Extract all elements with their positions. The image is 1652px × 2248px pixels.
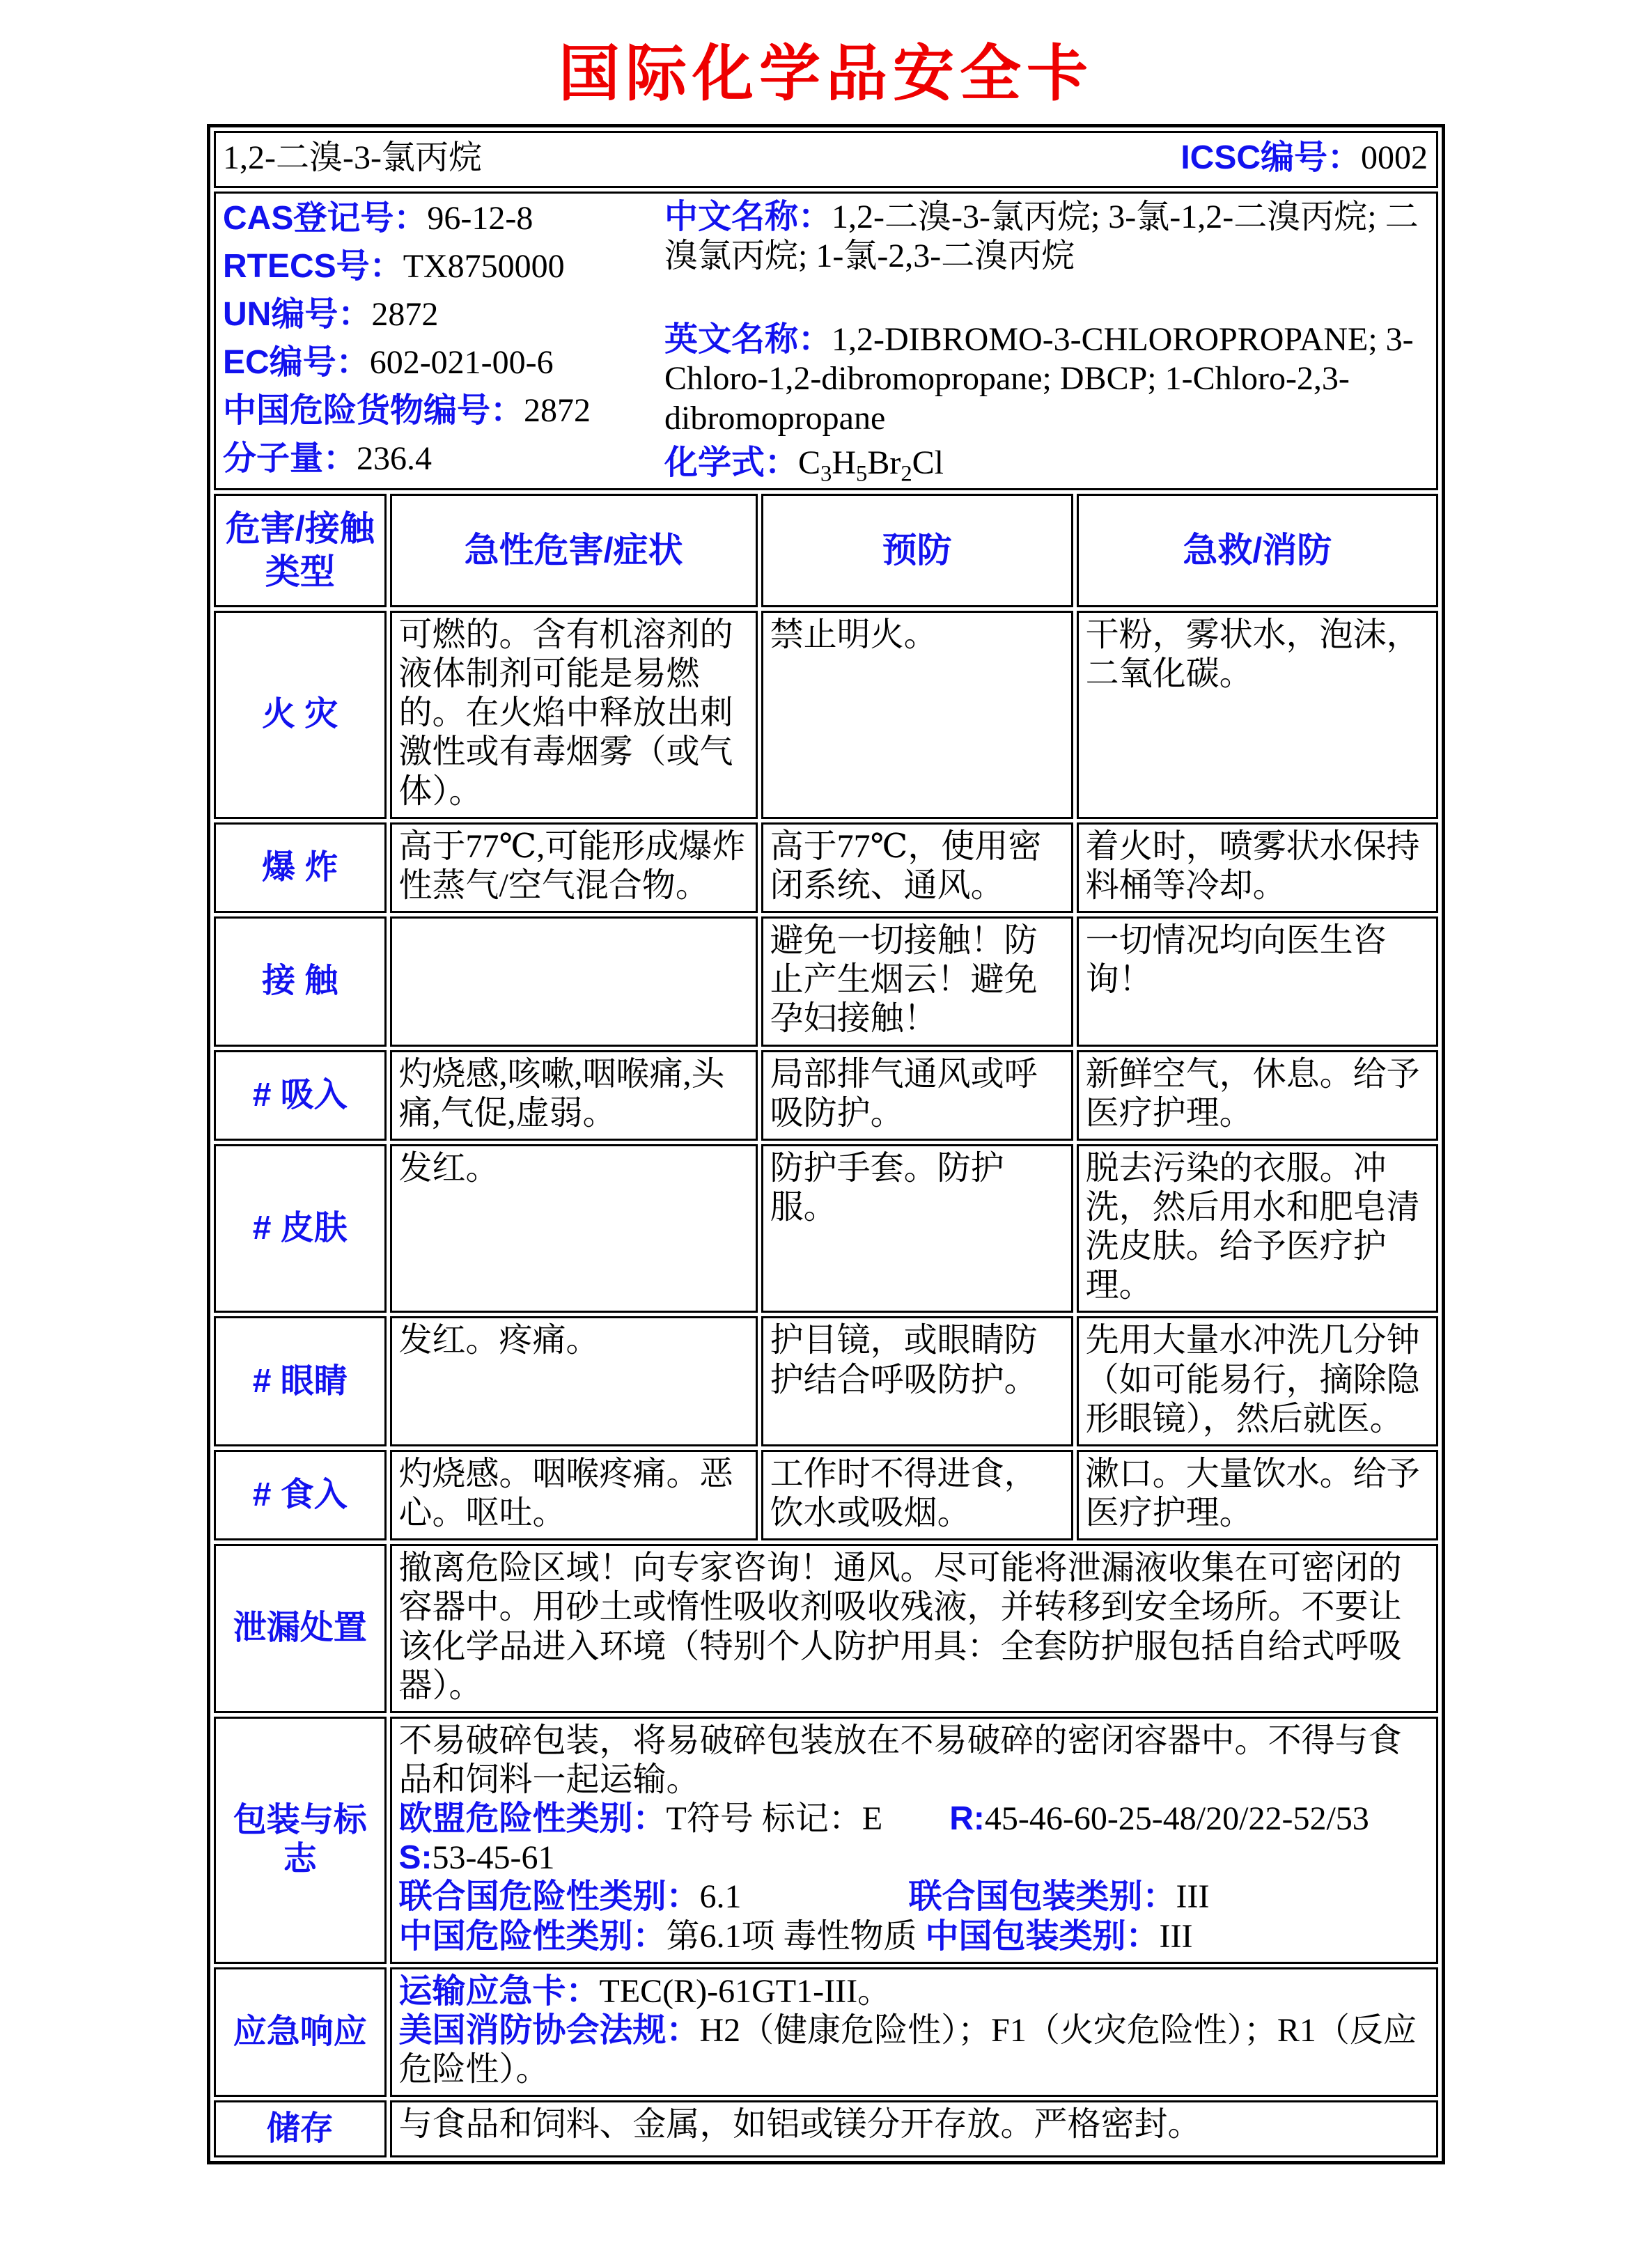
eyes-symptom: 发红。疼痛。 — [390, 1316, 758, 1446]
china-hazard-class-line: 中国危险性类别：第6.1项 毒性物质 中国包装类别：III — [398, 1917, 1193, 1955]
icsc-number-label: ICSC编号： — [1180, 139, 1361, 176]
fire-firstaid: 干粉，雾状水，泡沫，二氧化碳。 — [1077, 611, 1438, 819]
spill-disposal-label: 泄漏处置 — [214, 1544, 387, 1713]
emergency-response-content — [390, 1967, 1439, 2097]
page-title: 国际化学品安全卡 — [558, 41, 1093, 109]
explosion-prevention: 高于77℃，使用密闭系统、通风。 — [761, 822, 1073, 913]
skin-symptom: 发红。 — [390, 1144, 758, 1313]
inhalation-firstaid: 新鲜空气，休息。给予医疗护理。 — [1077, 1050, 1438, 1141]
molecular-weight: 分子量：236.4 — [223, 439, 433, 477]
table-row storage-row — [214, 2100, 1438, 2157]
emergency-response-label: 应急响应 — [214, 1967, 387, 2097]
table-row hazard-row-skin: # 皮肤 发红。 防护手套。防护服。 脱去污染的衣服。冲洗，然后用水和肥皂清洗皮肤。给予医疗护理。 — [214, 1144, 1438, 1313]
storage-label: 储存 — [214, 2100, 387, 2157]
fire-symptom: 可燃的。含有机溶剂的液体制剂可能是易燃的。在火焰中释放出刺激性或有毒烟雾（或气体）。 — [390, 611, 758, 819]
icsc-card — [207, 124, 1445, 2164]
fire-prevention: 禁止明火。 — [761, 611, 1073, 819]
ec-number: EC编号：602-021-00-6 — [223, 343, 554, 381]
un-hazard-class-line: 联合国危险性类别：6.1 联合国包装类别：III — [398, 1878, 1210, 1916]
header-acute-hazards: 急性危害/症状 — [390, 494, 758, 607]
explosion-symptom: 高于77℃,可能形成爆炸性蒸气/空气混合物。 — [390, 822, 758, 913]
inhalation-prevention: 局部排气通风或呼吸防护。 — [761, 1050, 1073, 1141]
substance-name: 1,2-二溴-3-氯丙烷 — [223, 139, 482, 176]
eu-hazard-class-line: 欧盟危险性类别：T符号 标记：E R:45-46-60-25-48/20/22-52/53 — [398, 1800, 1369, 1838]
s-phrases-line: S:53-45-61 — [398, 1839, 555, 1877]
english-names: 英文名称：1,2-DIBROMO-3-CHLOROPROPANE; 3-Chloro-1,2-dibromopropane; DBCP; 1-Chloro-2,3-dibromopropane — [664, 321, 1414, 437]
chinese-names: 中文名称：1,2-二溴-3-氯丙烷; 3-氯-1,2-二溴丙烷; 二溴氯丙烷; 1-氯-2,3-二溴丙烷 — [664, 198, 1419, 275]
identification-row — [214, 192, 1438, 490]
rtecs-number: RTECS号：TX8750000 — [223, 247, 565, 285]
cas-number: CAS登记号：96-12-8 — [223, 200, 533, 237]
ingestion-firstaid: 漱口。大量饮水。给予医疗护理。 — [1077, 1450, 1438, 1540]
identification-cell — [214, 192, 1438, 490]
un-number: UN编号：2872 — [223, 295, 439, 333]
table-row hazard-row-inhalation: # 吸入 灼烧感,咳嗽,咽喉痛,头痛,气促,虚弱。 局部排气通风或呼吸防护。 新鲜空气，休息。给予医疗护理。 — [214, 1050, 1438, 1141]
skin-firstaid: 脱去污染的衣服。冲洗，然后用水和肥皂清洗皮肤。给予医疗护理。 — [1077, 1144, 1438, 1313]
china-dangerous-goods-number: 中国危险货物编号：2872 — [223, 391, 591, 429]
exposure-firstaid: 一切情况均向医生咨询！ — [1077, 916, 1438, 1046]
table-row packaging-labelling-row — [214, 1717, 1438, 1964]
substance-header-cell — [214, 131, 1438, 188]
ingestion-prevention: 工作时不得进食，饮水或吸烟。 — [761, 1450, 1073, 1540]
nfpa-code-line: 美国消防协会法规：H2（健康危险性）；F1（火灾危险性）；R1（反应危险性）。 — [398, 2011, 1417, 2089]
table-row hazard-row-exposure: 接 触 避免一切接触！防止产生烟云！避免孕妇接触！ 一切情况均向医生咨询！ — [214, 916, 1438, 1046]
icsc-number — [1180, 139, 1428, 178]
table-row hazard-row-ingestion: # 食入 灼烧感。咽喉疼痛。恶心。呕吐。 工作时不得进食，饮水或吸烟。 漱口。大量饮水。给予医疗护理。 — [214, 1450, 1438, 1540]
substance-header-row — [214, 131, 1438, 188]
skin-prevention: 防护手套。防护服。 — [761, 1144, 1073, 1313]
spill-disposal-content: 撤离危险区域！向专家咨询！通风。尽可能将泄漏液收集在可密闭的容器中。用砂土或惰性吸收剂吸收残液，并转移到安全场所。不要让该化学品进入环境（特别个人防护用具：全套防护服包括自给式呼吸器）。 — [390, 1544, 1439, 1713]
table-row hazard-row-eyes: # 眼睛 发红。疼痛。 护目镜，或眼睛防护结合呼吸防护。 先用大量水冲洗几分钟（如可能易行，摘除隐形眼镜），然后就医。 — [214, 1316, 1438, 1446]
hazard-table-header-row — [214, 494, 1438, 607]
table-row spill-disposal-row — [214, 1544, 1438, 1713]
chemical-formula-line: 化学式：$C_3H_5Br_2Cl$ — [664, 444, 944, 487]
header-hazard-type: 危害/接触类型 — [214, 494, 387, 607]
table-row hazard-row-explosion: 爆 炸 高于77℃,可能形成爆炸性蒸气/空气混合物。 高于77℃，使用密闭系统、通风。 着火时，喷雾状水保持料桶等冷却。 — [214, 822, 1438, 913]
chemical-formula: $C_3H_5Br_2Cl$ — [798, 444, 944, 487]
packaging-labelling-label: 包装与标志 — [214, 1717, 387, 1964]
table-row hazard-row-fire: 火 灾 可燃的。含有机溶剂的液体制剂可能是易燃的。在火焰中释放出刺激性或有毒烟雾（或气体）。 禁止明火。 干粉，雾状水，泡沫，二氧化碳。 — [214, 611, 1438, 819]
explosion-firstaid: 着火时，喷雾状水保持料桶等冷却。 — [1077, 822, 1438, 913]
names-block — [664, 196, 1428, 487]
table-row emergency-response-row — [214, 1967, 1438, 2097]
registry-numbers-block — [223, 196, 646, 483]
eyes-prevention: 护目镜，或眼睛防护结合呼吸防护。 — [761, 1316, 1073, 1446]
inhalation-symptom: 灼烧感,咳嗽,咽喉痛,头痛,气促,虚弱。 — [390, 1050, 758, 1141]
packaging-labelling-content — [390, 1717, 1439, 1964]
exposure-prevention: 避免一切接触！防止产生烟云！避免孕妇接触！ — [761, 916, 1073, 1046]
packaging-intro: 不易破碎包装，将易破碎包装放在不易破碎的密闭容器中。不得与食品和饲料一起运输。 — [398, 1722, 1402, 1798]
transport-emergency-card-line: 运输应急卡：TEC(R)-61GT1-III。 — [398, 1972, 891, 2010]
eyes-firstaid: 先用大量水冲洗几分钟（如可能易行，摘除隐形眼镜），然后就医。 — [1077, 1316, 1438, 1446]
header-prevention: 预防 — [761, 494, 1073, 607]
exposure-symptom — [390, 916, 758, 1046]
icsc-number-value: 0002 — [1361, 139, 1428, 176]
storage-content: 与食品和饲料、金属，如铝或镁分开存放。严格密封。 — [390, 2100, 1439, 2157]
header-first-aid: 急救/消防 — [1077, 494, 1438, 607]
ingestion-symptom: 灼烧感。咽喉疼痛。恶心。呕吐。 — [390, 1450, 758, 1540]
